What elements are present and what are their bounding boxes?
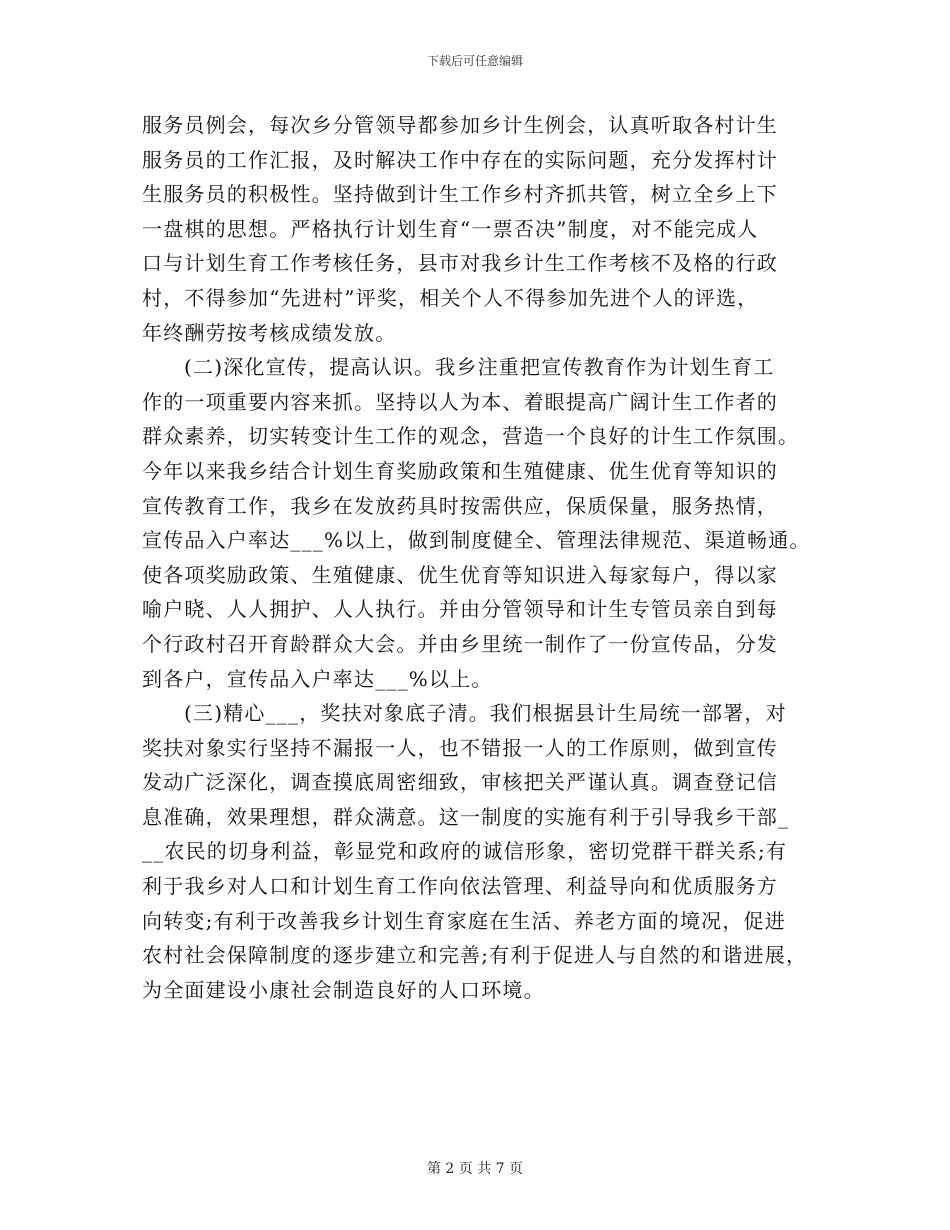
- text-line: 到各户，宣传品入户率达___%以上。: [142, 666, 493, 691]
- text-line: 利于我乡对人口和计划生育工作向依法管理、利益导向和优质服务方: [142, 874, 778, 899]
- text-line: 使各项奖励政策、生殖健康、优生优育等知识进入每家每户，得以家: [142, 562, 778, 587]
- text-line: 为全面建设小康社会制造良好的人口环境。: [142, 977, 545, 1002]
- text-line: 群众素养，切实转变计生工作的观念，营造一个良好的计生工作氛围。: [142, 424, 800, 449]
- text-line: 作的一项重要内容来抓。坚持以人为本、着眼提高广阔计生工作者的: [142, 389, 778, 414]
- text-line: 发动广泛深化，调查摸底周密细致，审核把关严谨认真。调查登记信: [142, 770, 778, 795]
- text-line: 向转变;有利于改善我乡计划生育家庭在生活、养老方面的境况，促进: [142, 908, 786, 933]
- paragraph-start-line: (三)精心___，奖扶对象底子清。我们根据县计生局统一部署，对: [184, 701, 787, 726]
- text-line: 喻户晓、人人拥护、人人执行。并由分管领导和计生专管员亲自到每: [142, 597, 778, 622]
- text-line: 一盘棋的思想。严格执行计划生育“一票否决”制度，对不能完成人: [142, 216, 759, 241]
- text-line: 服务员的工作汇报，及时解决工作中存在的实际问题，充分发挥村计: [142, 147, 778, 172]
- text-line: 农村社会保障制度的逐步建立和完善;有利于促进人与自然的和谐进展，: [142, 943, 808, 968]
- text-line: 生服务员的积极性。坚持做到计生工作乡村齐抓共管，树立全乡上下: [142, 182, 778, 207]
- text-line: 个行政村召开育龄群众大会。并由乡里统一制作了一份宣传品，分发: [142, 631, 778, 656]
- page-header: 下载后可任意编辑: [426, 54, 523, 68]
- text-line: 今年以来我乡结合计划生育奖励政策和生殖健康、优生优育等知识的: [142, 458, 778, 483]
- page-number-footer: 第 2 页 共 7 页: [426, 1161, 524, 1177]
- text-line: 口与计划生育工作考核任务，县市对我乡计生工作考核不及格的行政: [142, 251, 778, 276]
- text-line: 村，不得参加“先进村”评奖，相关个人不得参加先进个人的评选，: [142, 285, 759, 310]
- document-body: [142, 108, 822, 1007]
- text-line: 宣传教育工作，我乡在发放药具时按需供应，保质保量，服务热情，: [142, 493, 778, 518]
- text-line: 服务员例会，每次乡分管领导都参加乡计生例会，认真听取各村计生: [142, 113, 778, 137]
- text-line: __农民的切身利益，彰显党和政府的诚信形象，密切党群干群关系;有: [142, 839, 788, 864]
- text-line: 宣传品入户率达___%以上，做到制度健全、管理法律规范、渠道畅通。: [142, 528, 811, 553]
- text-line: 奖扶对象实行坚持不漏报一人，也不错报一人的工作原则，做到宣传: [142, 735, 778, 760]
- text-line: 年终酬劳按考核成绩发放。: [142, 320, 397, 345]
- text-line: 息准确，效果理想，群众满意。这一制度的实施有利于引导我乡干部_: [142, 804, 790, 829]
- paragraph-start-line: (二)深化宣传，提高认识。我乡注重把宣传教育作为计划生育工: [184, 355, 775, 380]
